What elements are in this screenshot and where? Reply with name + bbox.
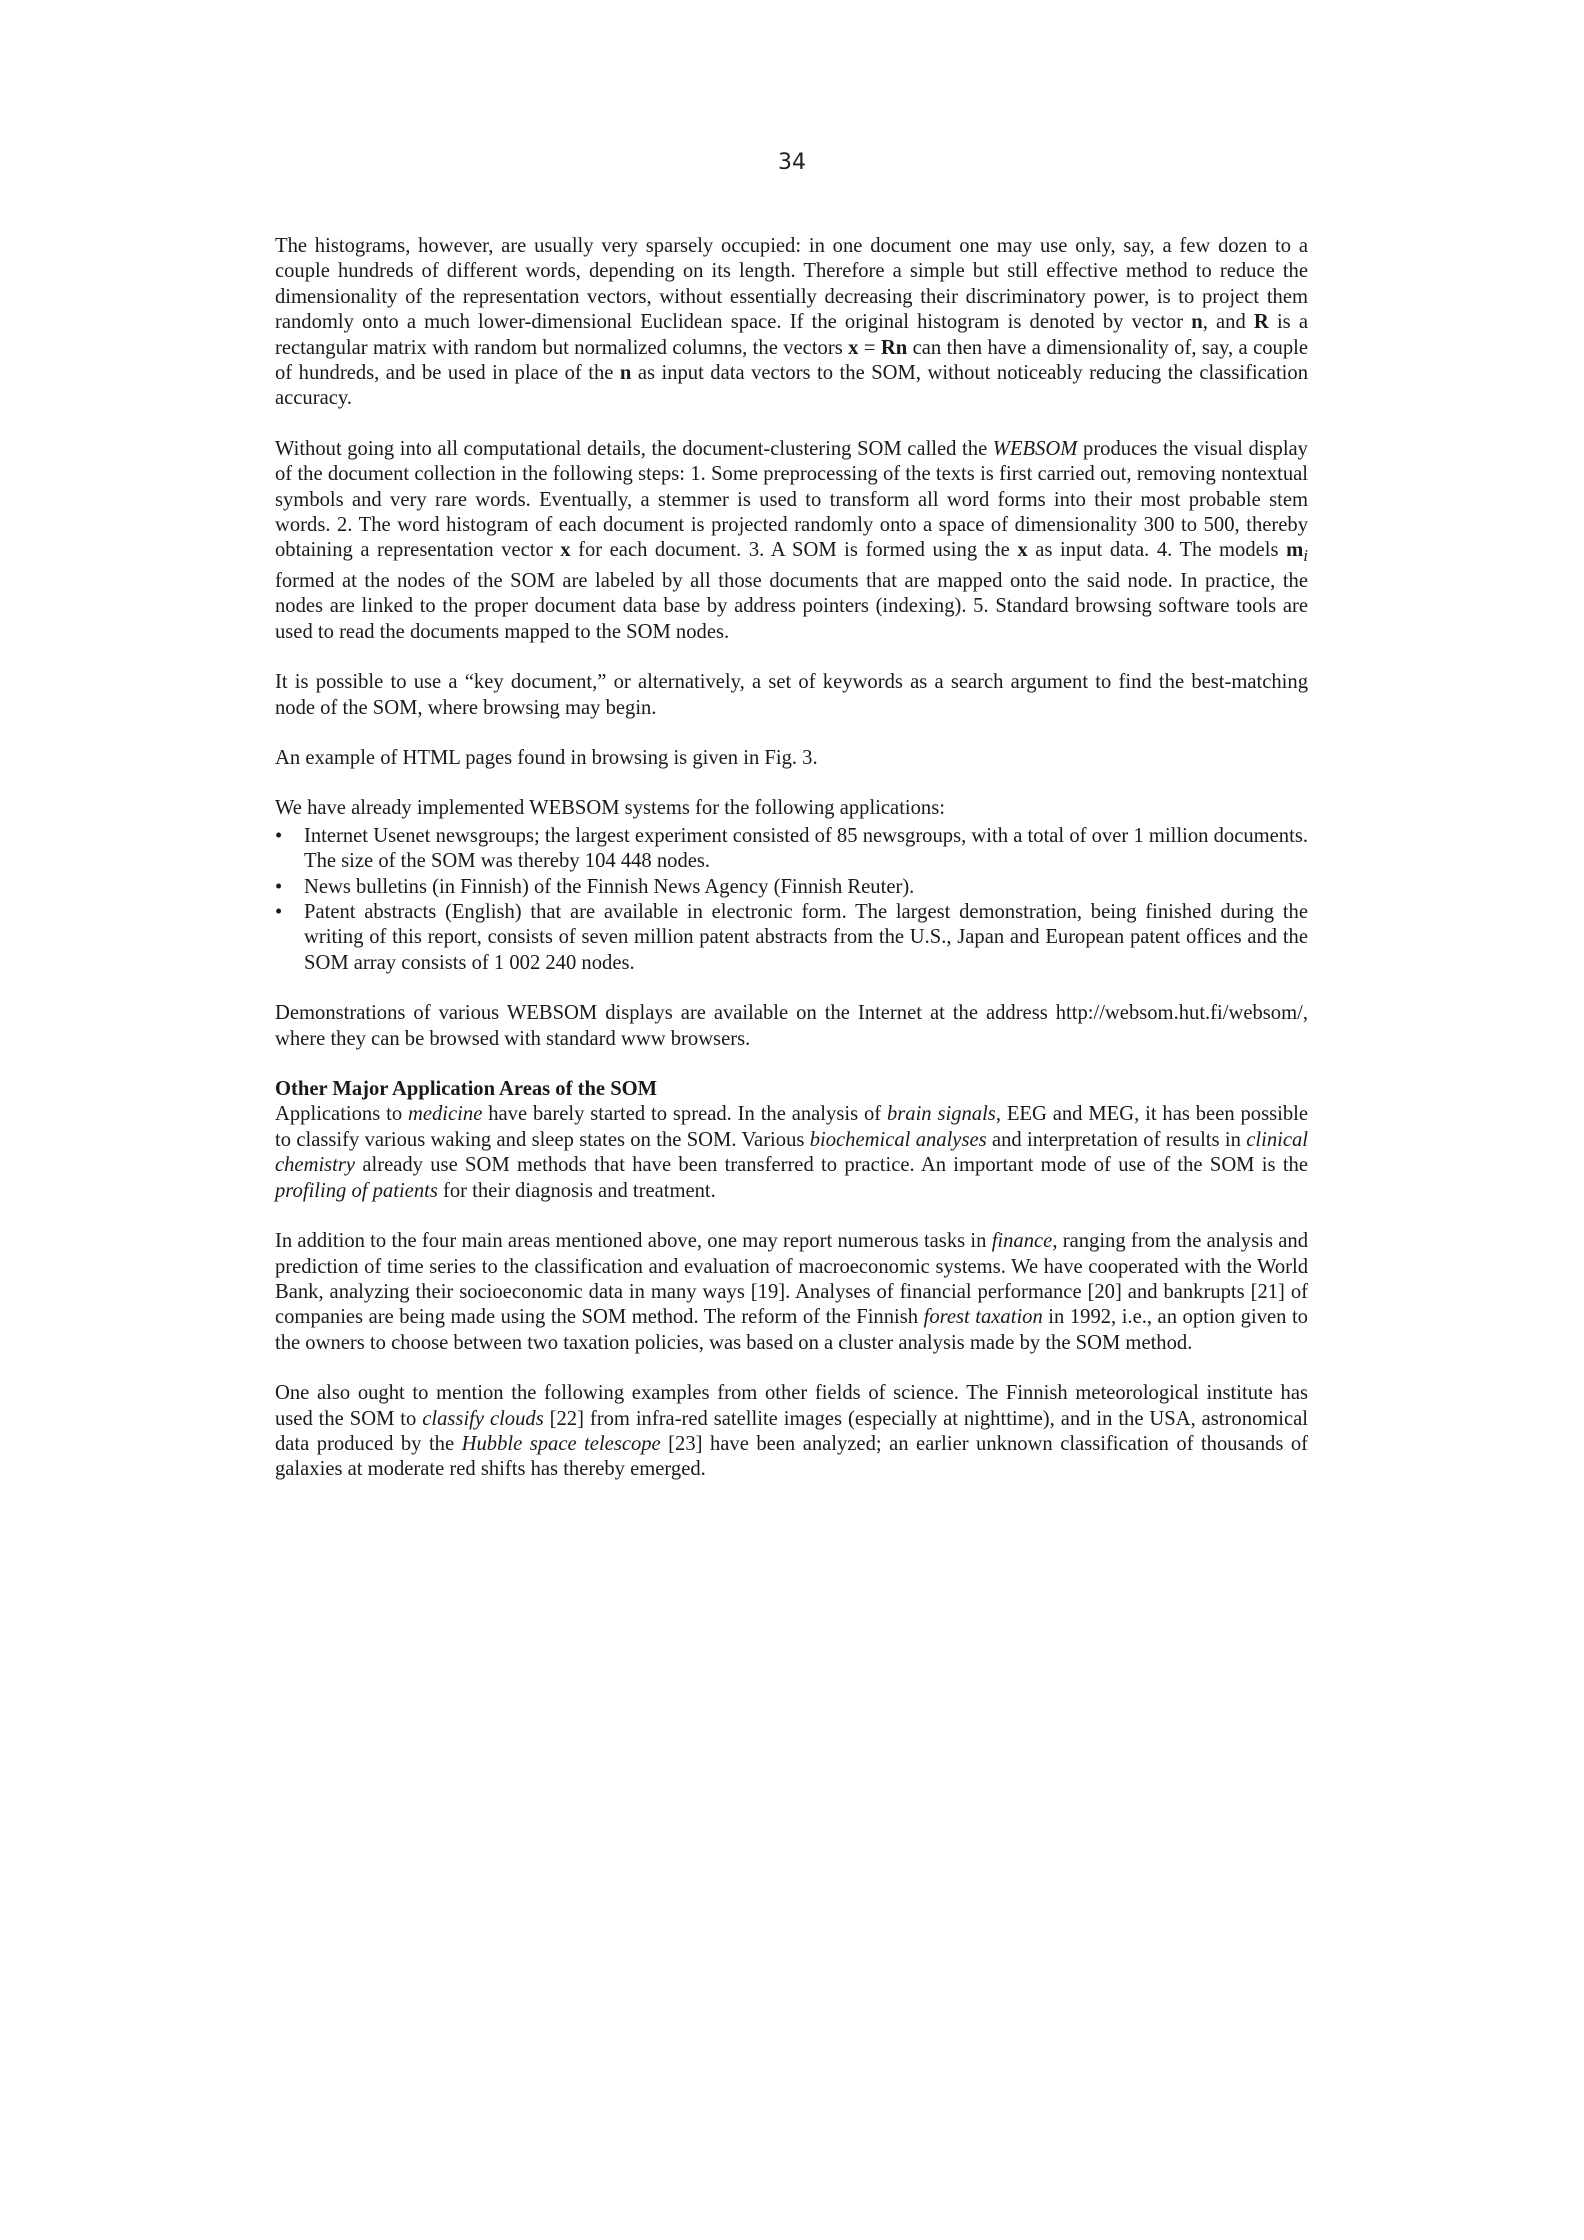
bullet-icon: • [275, 875, 283, 898]
vector-x: x [848, 336, 859, 359]
text-span: already use SOM methods that have been transferred to practice. An important mode of use of the SOM is the [355, 1154, 1308, 1177]
vector-x: x [560, 539, 571, 562]
text-span: as input data vectors to the SOM, without noticeably reducing the classification accuracy. [275, 362, 1308, 410]
text-span: [22] from infra-red satellite images (especially at nighttime), and in the USA, astronomical data produced by the [275, 1407, 1309, 1455]
list-item [275, 875, 1308, 900]
emphasis-brain-signals: brain signals [886, 1103, 996, 1126]
text-span: One also ought to mention the following examples from other fields of science. The Finnish meteorological institute has used the SOM to [275, 1382, 1308, 1430]
section-heading: Other Major Application Areas of the SOM [275, 1078, 658, 1101]
paragraph-other-fields [275, 1381, 1308, 1483]
text-span: = [858, 336, 881, 359]
vector-x: x [1017, 539, 1028, 562]
paragraph-html-example: An example of HTML pages found in browsing is given in Fig. 3. [275, 747, 818, 770]
vector-n: n [1191, 311, 1203, 334]
text-span: Without going into all computational details, the document-clustering SOM called the [275, 437, 993, 460]
list-item-text: Internet Usenet newsgroups; the largest experiment consisted of 85 newsgroups, with a total of over 1 million documents. The size of the SOM was thereby 104 448 nodes. [304, 824, 1308, 873]
list-item [275, 824, 1308, 875]
paragraph-websom-steps [275, 437, 1308, 645]
paragraph-histograms [275, 234, 1308, 412]
text-span: In addition to the four main areas mentioned above, one may report numerous tasks in [275, 1230, 992, 1253]
emphasis-clinical: clinical chemistry [275, 1128, 1308, 1177]
paragraph-medicine [275, 1102, 1308, 1204]
paragraph-key-document: It is possible to use a “key document,” or alternatively, a set of keywords as a search argument to find the best-matching node of the SOM, where browsing may begin. [275, 671, 1308, 719]
list-item-text: Patent abstracts (English) that are available in electronic form. The largest demonstration, being finished during the writing of this report, consists of seven million patent abstracts from the U.S., Japan and European patent offices and the SOM array consists of 1 002 240 nodes. [304, 901, 1308, 974]
text-span: in 1992, i.e., an option given to the owners to choose between two taxation policies, was based on a cluster analysis made by the SOM method. [275, 1306, 1308, 1354]
text-span: , ranging from the analysis and prediction of time series to the classification and evaluation of macroeconomic systems. We have cooperated with the World Bank, analyzing their socioeconomic data in many ways [19]. Analyses of financial performance [20] and bankrupts [21] of companies are being made using the SOM method. The reform of the Finnish [275, 1230, 1308, 1329]
text-span: [23] have been analyzed; an earlier unknown classification of thousands of galaxies at moderate red shifts has thereby emerged. [275, 1432, 1308, 1481]
paragraph-demonstrations: Demonstrations of various WEBSOM displays are available on the Internet at the address http://websom.hut.fi/websom/, where they can be browsed with standard www browsers. [275, 1002, 1308, 1050]
list-item [275, 900, 1308, 976]
text-span: , and [1202, 311, 1254, 334]
text-span: have barely started to spread. In the analysis of [482, 1103, 887, 1126]
text-span: Applications to [275, 1103, 408, 1126]
paragraph-applications-intro: We have already implemented WEBSOM systems for the following applications: [275, 797, 945, 820]
text-span: can then have a dimensionality of, say, a couple of hundreds, and be used in place of the [275, 336, 1309, 385]
bullet-icon: • [275, 824, 283, 847]
emphasis-hubble: Hubble space telescope [461, 1432, 661, 1455]
page-body [275, 234, 1308, 1508]
text-span: and interpretation of results in [986, 1128, 1247, 1151]
emphasis-profiling: profiling of patients [275, 1179, 438, 1202]
emphasis-finance: finance [991, 1230, 1053, 1253]
paragraph-finance [275, 1229, 1308, 1356]
list-item-text: News bulletins (in Finnish) of the Finnish News Agency (Finnish Reuter). [304, 875, 915, 898]
text-span: formed at the nodes of the SOM are labeled by all those documents that are mapped onto the said node. In practice, the nodes are linked to the proper document data base by address pointers (indexing). 5. Standard browsing software tools are used to read the documents mapped to the SOM nodes. [275, 569, 1308, 643]
emphasis-forest-taxation: forest taxation [923, 1306, 1043, 1329]
model-m: m [1286, 539, 1304, 562]
text-span: as input data. 4. The models [1027, 539, 1287, 562]
vector-n: n [619, 362, 632, 385]
text-span: is a rectangular matrix with random but normalized columns, the vectors [275, 311, 1308, 359]
emphasis-biochemical: biochemical analyses [809, 1128, 987, 1151]
page-number: 34 [778, 150, 806, 175]
emphasis-classify-clouds: classify clouds [422, 1407, 544, 1430]
text-span: produces the visual display of the document collection in the following steps: 1. Some preprocessing of the texts is first carried out, removing nontextual symbols and very rare words. Eventually, a stemmer is used to transform all word forms into their most probable stem words. 2. The word histogram of each document is projected randomly onto a space of dimensionality 300 to 500, thereby obtaining a representation vector [275, 437, 1308, 562]
bullet-icon: • [275, 901, 283, 924]
text-span: for their diagnosis and treatment. [437, 1179, 716, 1202]
model-index: i [1303, 546, 1309, 566]
matrix-r: R [1253, 311, 1269, 334]
websom-term: WEBSOM [992, 437, 1078, 460]
text-span: The histograms, however, are usually very sparsely occupied: in one document one may use only, say, a few dozen to a couple hundreds of different words, depending on its length. Therefore a simple but still effective method to reduce the dimensionality of the representation vectors, without essentially decreasing their discriminatory power, is to project them randomly onto a much lower-dimensional Euclidean space. If the original histogram is denoted by vector [275, 235, 1308, 334]
applications-list [275, 824, 1308, 976]
text-span: , EEG and MEG, it has been possible to classify various waking and sleep states on the SOM. Various [275, 1103, 1308, 1151]
text-span: for each document. 3. A SOM is formed using the [570, 539, 1018, 562]
product-rn: Rn [880, 336, 908, 359]
emphasis-medicine: medicine [408, 1103, 483, 1126]
